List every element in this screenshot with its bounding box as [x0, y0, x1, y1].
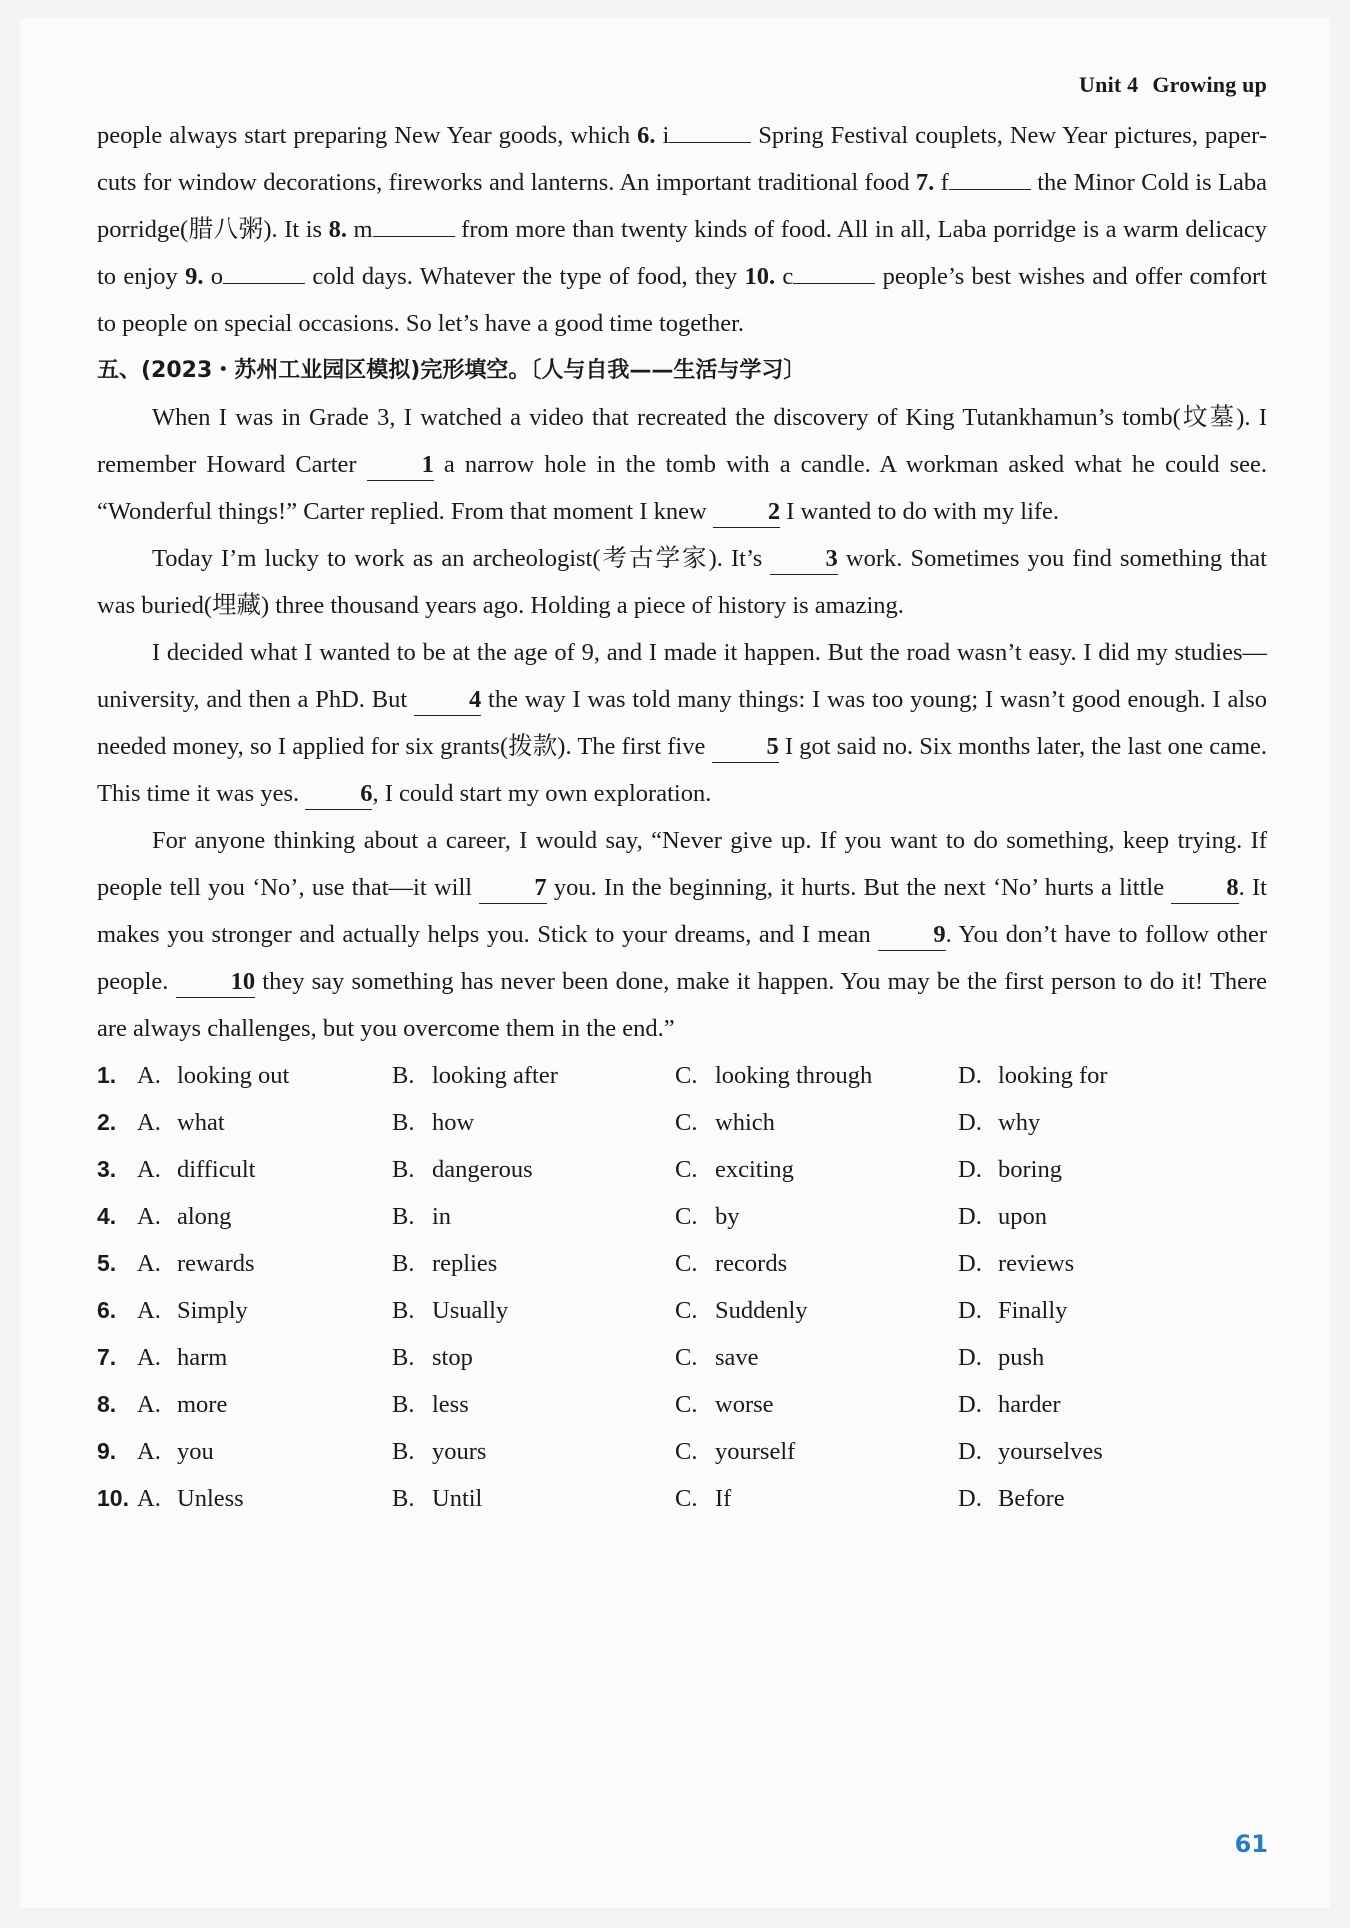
- option-letter: B.: [392, 1344, 415, 1371]
- text-run: the way I was told many things: I was too young; I wasn’t good enough. I also needed money, so I applied for six grants(拨款). The first five: [97, 686, 1267, 760]
- option-d: [958, 1475, 1218, 1522]
- option-letter: C.: [675, 1250, 698, 1277]
- option-text: upon: [998, 1203, 1047, 1230]
- option-a: [137, 1475, 392, 1522]
- option-letter: D.: [958, 1344, 982, 1371]
- option-b: [392, 1334, 675, 1381]
- option-c: [675, 1334, 958, 1381]
- question-number: 6.: [97, 1297, 117, 1323]
- option-c: [675, 1287, 958, 1334]
- unit-title: Growing up: [1152, 72, 1267, 97]
- option-text: Finally: [998, 1297, 1068, 1324]
- option-row: [97, 1334, 1267, 1381]
- answer-blank: [949, 165, 1031, 190]
- option-row: [97, 1240, 1267, 1287]
- text-run: Today I’m lucky to work as an archeologist(考古学家). It’s: [152, 545, 771, 572]
- option-letter: C.: [675, 1203, 698, 1230]
- option-letter: D.: [958, 1156, 982, 1183]
- option-letter: A.: [137, 1297, 161, 1324]
- blank-number: 6.: [637, 122, 656, 149]
- option-text: more: [177, 1391, 228, 1418]
- option-a: [137, 1428, 392, 1475]
- text-run: the Minor Cold is Laba porridge(腊八粥). It is: [97, 169, 1267, 243]
- option-letter: B.: [392, 1062, 415, 1089]
- option-text: dangerous: [432, 1156, 533, 1183]
- option-a: [137, 1146, 392, 1193]
- option-letter: A.: [137, 1156, 161, 1183]
- option-letter: B.: [392, 1391, 415, 1418]
- text-run: people’s best wishes and offer comfort to people on special occasions. So let’s have a good time together.: [97, 263, 1267, 337]
- unit-label: Unit 4: [1079, 72, 1139, 97]
- option-text: push: [998, 1344, 1045, 1371]
- option-b: [392, 1146, 675, 1193]
- option-text: yours: [432, 1438, 487, 1465]
- question-number: 7.: [97, 1344, 117, 1370]
- text-run: o: [203, 263, 224, 290]
- option-c: [675, 1146, 958, 1193]
- option-d: [958, 1381, 1218, 1428]
- option-b: [392, 1193, 675, 1240]
- text-run: I decided what I wanted to be at the age of 9, and I made it happen. But the road wasn’t easy. I did my studies—university, and then a PhD. But: [97, 639, 1267, 713]
- option-text: worse: [715, 1391, 774, 1418]
- cloze-paragraph: [97, 394, 1267, 535]
- option-letter: A.: [137, 1438, 161, 1465]
- option-letter: C.: [675, 1391, 698, 1418]
- blank-number: 9.: [185, 263, 204, 290]
- answer-blank: [793, 259, 875, 284]
- option-c: [675, 1428, 958, 1475]
- option-letter: D.: [958, 1438, 982, 1465]
- option-text: yourselves: [998, 1438, 1103, 1465]
- cloze-blank: 10: [176, 967, 256, 998]
- text-run: from more than twenty kinds of food. All in all, Laba porridge is a warm delicacy to enjoy: [97, 216, 1267, 290]
- option-d: [958, 1099, 1218, 1146]
- running-header: [1079, 72, 1267, 98]
- passage-fill-in: [97, 112, 1267, 347]
- option-text: looking through: [715, 1062, 873, 1089]
- option-text: what: [177, 1109, 225, 1136]
- cloze-blank: 8: [1171, 873, 1238, 904]
- option-letter: B.: [392, 1203, 415, 1230]
- option-text: harm: [177, 1344, 228, 1371]
- option-text: Unless: [177, 1485, 244, 1512]
- option-letter: C.: [675, 1485, 698, 1512]
- option-letter: C.: [675, 1438, 698, 1465]
- option-text: records: [715, 1250, 788, 1277]
- option-text: why: [998, 1109, 1041, 1136]
- text-run: When I was in Grade 3, I watched a video that recreated the discovery of King Tutankhamun’s tomb(坟墓). I remember Howard Carter: [97, 404, 1267, 478]
- page-number: 61: [1234, 1830, 1268, 1858]
- section-title: 五、(2023・苏州工业园区模拟)完形填空。: [97, 358, 531, 383]
- page-content: [97, 112, 1267, 1522]
- option-text: looking out: [177, 1062, 290, 1089]
- cloze-blank: 5: [712, 732, 779, 763]
- blank-number: 10.: [744, 263, 776, 290]
- option-b: [392, 1240, 675, 1287]
- option-row: [97, 1428, 1267, 1475]
- cloze-blank: 1: [367, 450, 434, 481]
- section-tag: 〔人与自我——生活与学习〕: [530, 358, 806, 383]
- option-text: which: [715, 1109, 775, 1136]
- cloze-paragraph: [97, 629, 1267, 817]
- option-c: [675, 1240, 958, 1287]
- text-run: m: [347, 216, 373, 243]
- answer-blank: [373, 212, 455, 237]
- option-text: harder: [998, 1391, 1061, 1418]
- option-a: [137, 1334, 392, 1381]
- section-heading: [97, 347, 1267, 394]
- question-number: 5.: [97, 1250, 117, 1276]
- option-b: [392, 1052, 675, 1099]
- question-number: 8.: [97, 1391, 117, 1417]
- option-text: Simply: [177, 1297, 248, 1324]
- answer-blank: [223, 259, 305, 284]
- option-b: [392, 1381, 675, 1428]
- option-letter: A.: [137, 1344, 161, 1371]
- option-text: save: [715, 1344, 759, 1371]
- cloze-paragraph: [97, 817, 1267, 1052]
- option-d: [958, 1240, 1218, 1287]
- question-number: 9.: [97, 1438, 117, 1464]
- text-run: they say something has never been done, make it happen. You may be the first person to do it! There are always challenges, but you overcome them in the end.”: [97, 968, 1267, 1042]
- option-d: [958, 1146, 1218, 1193]
- option-b: [392, 1428, 675, 1475]
- text-run: I wanted to do with my life.: [780, 498, 1060, 525]
- text-run: a narrow hole in the tomb with a candle. A workman asked what he could see. “Wonderful things!” Carter replied. From that moment I knew: [97, 451, 1268, 525]
- option-letter: A.: [137, 1062, 161, 1089]
- option-text: difficult: [177, 1156, 256, 1183]
- option-text: replies: [432, 1250, 498, 1277]
- option-text: reviews: [998, 1250, 1075, 1277]
- option-text: in: [432, 1203, 452, 1230]
- option-a: [137, 1381, 392, 1428]
- option-text: If: [715, 1485, 732, 1512]
- option-a: [137, 1052, 392, 1099]
- text-run: c: [775, 263, 794, 290]
- cloze-paragraph: [97, 535, 1267, 629]
- option-b: [392, 1099, 675, 1146]
- option-c: [675, 1381, 958, 1428]
- text-run: I got said no. Six months later, the last one came. This time it was yes.: [97, 733, 1267, 807]
- option-row: [97, 1287, 1267, 1334]
- option-c: [675, 1193, 958, 1240]
- option-a: [137, 1099, 392, 1146]
- cloze-blank: 6: [305, 779, 372, 810]
- text-run: , I could start my own exploration.: [372, 780, 712, 807]
- option-text: by: [715, 1203, 740, 1230]
- option-letter: B.: [392, 1438, 415, 1465]
- question-number: 10.: [97, 1485, 129, 1511]
- option-text: looking for: [998, 1062, 1108, 1089]
- option-text: rewards: [177, 1250, 255, 1277]
- option-letter: D.: [958, 1250, 982, 1277]
- option-letter: B.: [392, 1250, 415, 1277]
- option-row: [97, 1381, 1267, 1428]
- option-text: exciting: [715, 1156, 794, 1183]
- option-d: [958, 1287, 1218, 1334]
- text-run: work. Sometimes you find something that was buried(埋藏) three thousand years ago. Holding a piece of history is amazing.: [97, 545, 1267, 619]
- option-letter: D.: [958, 1203, 982, 1230]
- option-text: how: [432, 1109, 475, 1136]
- text-run: i: [655, 122, 670, 149]
- option-text: along: [177, 1203, 232, 1230]
- option-b: [392, 1287, 675, 1334]
- option-letter: C.: [675, 1062, 698, 1089]
- text-run: f: [934, 169, 949, 196]
- option-d: [958, 1052, 1218, 1099]
- option-letter: D.: [958, 1485, 982, 1512]
- option-text: Before: [998, 1485, 1065, 1512]
- question-number: 1.: [97, 1062, 117, 1088]
- option-letter: C.: [675, 1344, 698, 1371]
- option-row: [97, 1475, 1267, 1522]
- option-letter: D.: [958, 1062, 982, 1089]
- option-text: Usually: [432, 1297, 509, 1324]
- option-letter: A.: [137, 1485, 161, 1512]
- option-letter: A.: [137, 1203, 161, 1230]
- option-text: looking after: [432, 1062, 558, 1089]
- answer-blank: [669, 118, 751, 143]
- text-run: you. In the beginning, it hurts. But the next ‘No’ hurts a little: [546, 874, 1172, 901]
- option-text: Until: [432, 1485, 483, 1512]
- text-run: For anyone thinking about a career, I would say, “Never give up. If you want to do something, keep trying. If people tell you ‘No’, use that—it will: [97, 827, 1267, 901]
- question-number: 2.: [97, 1109, 117, 1135]
- blank-number: 7.: [915, 169, 935, 196]
- option-b: [392, 1475, 675, 1522]
- option-text: stop: [432, 1344, 473, 1371]
- option-letter: B.: [392, 1156, 415, 1183]
- option-letter: A.: [137, 1250, 161, 1277]
- option-letter: A.: [137, 1109, 161, 1136]
- text-run: cold days. Whatever the type of food, they: [305, 263, 745, 290]
- option-letter: D.: [958, 1297, 982, 1324]
- answer-options: [97, 1052, 1267, 1522]
- option-text: Suddenly: [715, 1297, 808, 1324]
- option-letter: C.: [675, 1297, 698, 1324]
- question-number: 4.: [97, 1203, 117, 1229]
- cloze-blank: 7: [479, 873, 546, 904]
- option-letter: B.: [392, 1109, 415, 1136]
- option-letter: D.: [958, 1109, 982, 1136]
- option-row: [97, 1052, 1267, 1099]
- option-row: [97, 1146, 1267, 1193]
- text-run: Spring Festival couplets, New Year pictures, paper-cuts for window decorations, fireworks and lanterns. An important traditional food: [97, 122, 1267, 196]
- option-letter: C.: [675, 1156, 698, 1183]
- option-a: [137, 1287, 392, 1334]
- option-a: [137, 1240, 392, 1287]
- option-c: [675, 1475, 958, 1522]
- cloze-blank: 9: [878, 920, 945, 951]
- option-c: [675, 1099, 958, 1146]
- option-letter: A.: [137, 1391, 161, 1418]
- option-d: [958, 1334, 1218, 1381]
- text-run: . It makes you stronger and actually helps you. Stick to your dreams, and I mean: [97, 874, 1267, 948]
- cloze-blank: 3: [770, 544, 837, 575]
- question-number: 3.: [97, 1156, 117, 1182]
- option-text: less: [432, 1391, 469, 1418]
- text-run: people always start preparing New Year goods, which: [97, 122, 638, 149]
- option-text: boring: [998, 1156, 1062, 1183]
- option-letter: D.: [958, 1391, 982, 1418]
- option-a: [137, 1193, 392, 1240]
- option-c: [675, 1052, 958, 1099]
- option-letter: B.: [392, 1297, 415, 1324]
- cloze-blank: 2: [713, 497, 780, 528]
- cloze-blank: 4: [414, 685, 481, 716]
- option-letter: B.: [392, 1485, 415, 1512]
- cloze-passage: [97, 394, 1267, 1052]
- option-row: [97, 1193, 1267, 1240]
- option-letter: C.: [675, 1109, 698, 1136]
- option-d: [958, 1428, 1218, 1475]
- option-text: yourself: [715, 1438, 796, 1465]
- option-text: you: [177, 1438, 214, 1465]
- option-row: [97, 1099, 1267, 1146]
- text-run: . You don’t have to follow other people.: [97, 921, 1267, 995]
- option-d: [958, 1193, 1218, 1240]
- blank-number: 8.: [328, 216, 347, 243]
